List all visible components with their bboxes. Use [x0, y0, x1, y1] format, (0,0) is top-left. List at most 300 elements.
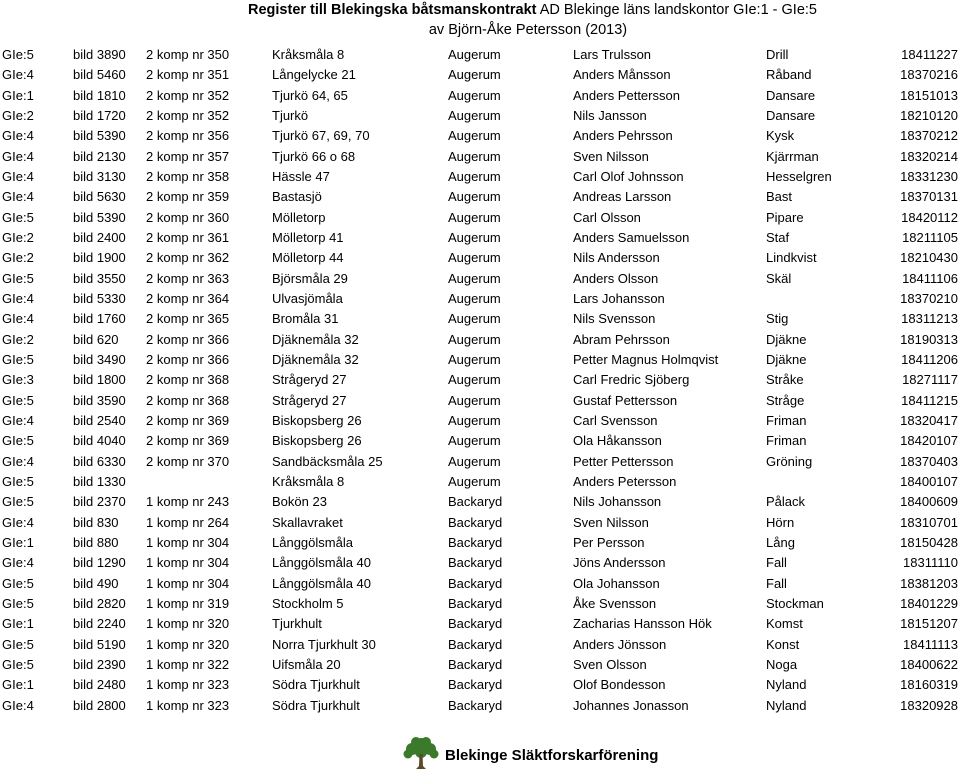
rote-cell: Strågeryd 27: [272, 372, 347, 388]
rote-cell: Tjurkö 64, 65: [272, 87, 348, 103]
rote-cell: Sandbäcksmåla 25: [272, 453, 383, 469]
arkiv-cell: GIe:4: [2, 413, 34, 429]
komp-cell: 1 komp nr 319: [146, 596, 230, 612]
datum-cell: 18320928: [900, 697, 958, 713]
namn-cell: Carl Fredric Sjöberg: [573, 372, 690, 388]
title-rest: AD Blekinge läns landskontor GIe:1 - GIe:5: [536, 2, 817, 18]
socken-cell: Augerum: [448, 474, 501, 490]
datum-cell: 18210430: [900, 250, 958, 266]
socken-cell: Backaryd: [448, 616, 503, 632]
batsmansnamn-cell: Djäkne: [766, 331, 807, 347]
bild-cell: bild 5390: [73, 128, 126, 144]
rote-cell: Stockholm 5: [272, 596, 344, 612]
komp-cell: 1 komp nr 304: [146, 555, 230, 571]
rote-cell: Södra Tjurkhult: [272, 697, 360, 713]
komp-cell: 1 komp nr 322: [146, 657, 230, 672]
bild-cell: bild 4040: [73, 433, 126, 449]
namn-cell: Sven Olsson: [573, 657, 647, 672]
rote-cell: Mölletorp 44: [272, 250, 344, 266]
bild-cell: bild 6330: [73, 453, 126, 469]
namn-cell: Per Persson: [573, 535, 645, 551]
bild-cell: bild 5630: [73, 189, 126, 205]
namn-cell: Anders Olsson: [573, 270, 659, 286]
rote-cell: Biskopsberg 26: [272, 433, 362, 449]
table-row: [0, 126, 960, 146]
bild-cell: bild 2540: [73, 413, 126, 429]
socken-cell: Augerum: [448, 209, 501, 225]
namn-cell: Anders Månsson: [573, 67, 671, 83]
rote-cell: Djäknemåla 32: [272, 331, 359, 347]
rote-cell: Kråksmåla 8: [272, 47, 345, 63]
datum-cell: 18370131: [900, 189, 958, 205]
datum-cell: 18311213: [901, 311, 958, 327]
datum-cell: 18381203: [900, 575, 958, 591]
rote-cell: Långgölsmåla 40: [272, 555, 372, 571]
namn-cell: Ola Johansson: [573, 575, 660, 591]
table-row: [0, 269, 960, 289]
komp-cell: 1 komp nr 323: [146, 677, 230, 693]
batsmansnamn-cell: Dansare: [766, 87, 816, 103]
batsmansnamn-cell: Kjärrman: [766, 148, 819, 164]
socken-cell: Backaryd: [448, 555, 503, 571]
komp-cell: 2 komp nr 369: [146, 413, 230, 429]
batsmansnamn-cell: Djäkne: [766, 352, 807, 368]
komp-cell: 2 komp nr 357: [146, 148, 230, 164]
komp-cell: 2 komp nr 363: [146, 270, 230, 286]
namn-cell: Nils Johansson: [573, 494, 662, 510]
namn-cell: Carl Olof Johnsson: [573, 169, 684, 185]
bild-cell: bild 1810: [73, 87, 126, 103]
bild-cell: bild 1800: [73, 372, 126, 388]
socken-cell: Augerum: [448, 270, 501, 286]
bild-cell: bild 5330: [73, 291, 126, 307]
batsmansnamn-cell: Staf: [766, 230, 790, 246]
arkiv-cell: GIe:2: [2, 250, 34, 266]
arkiv-cell: GIe:4: [2, 148, 34, 164]
socken-cell: Augerum: [448, 352, 501, 368]
arkiv-cell: GIe:1: [2, 87, 34, 103]
datum-cell: 18311110: [903, 555, 958, 571]
bild-cell: bild 830: [73, 514, 119, 530]
datum-cell: 18420112: [901, 209, 958, 225]
rote-cell: Bromåla 31: [272, 311, 339, 327]
batsmansnamn-cell: Stråke: [766, 372, 804, 388]
datum-cell: 18370212: [900, 128, 958, 144]
table-row: [0, 553, 960, 573]
rote-cell: Skallavraket: [272, 514, 343, 530]
arkiv-cell: GIe:4: [2, 291, 34, 307]
arkiv-cell: GIe:4: [2, 189, 34, 205]
table-row: [0, 431, 960, 451]
batsmansnamn-cell: Friman: [766, 433, 807, 449]
arkiv-cell: GIe:5: [2, 433, 34, 449]
bild-cell: bild 2390: [73, 657, 126, 672]
arkiv-cell: GIe:2: [2, 230, 34, 246]
batsmansnamn-cell: Bast: [766, 189, 793, 205]
page-header: [0, 0, 960, 44]
namn-cell: Nils Svensson: [573, 311, 656, 327]
arkiv-cell: GIe:5: [2, 474, 34, 490]
bild-cell: bild 3490: [73, 352, 126, 368]
table-row: [0, 45, 960, 65]
socken-cell: Augerum: [448, 189, 501, 205]
batsmansnamn-cell: Konst: [766, 636, 800, 652]
rote-cell: Bokön 23: [272, 494, 327, 510]
table-row: [0, 411, 960, 431]
namn-cell: Nils Jansson: [573, 108, 647, 124]
datum-cell: 18411215: [901, 392, 958, 408]
rote-cell: Djäknemåla 32: [272, 352, 359, 368]
datum-cell: 18331230: [900, 169, 958, 185]
batsmansnamn-cell: Fall: [766, 555, 787, 571]
table-row: [0, 452, 960, 472]
datum-cell: 18400609: [900, 494, 958, 510]
datum-cell: 18400622: [900, 657, 958, 672]
namn-cell: Lars Johansson: [573, 291, 665, 307]
table-row: [0, 614, 960, 634]
arkiv-cell: GIe:5: [2, 636, 34, 652]
datum-cell: 18370210: [900, 291, 958, 307]
batsmansnamn-cell: [766, 289, 882, 309]
komp-cell: 2 komp nr 369: [146, 433, 230, 449]
table-row: [0, 167, 960, 187]
bild-cell: bild 880: [73, 535, 119, 551]
table-row: [0, 492, 960, 512]
socken-cell: Augerum: [448, 230, 501, 246]
namn-cell: Olof Bondesson: [573, 677, 666, 693]
arkiv-cell: GIe:5: [2, 392, 34, 408]
table-row: [0, 330, 960, 350]
title-bold: Register till Blekingska båtsmanskontrakt: [248, 2, 537, 18]
table-row: [0, 106, 960, 126]
table-row: [0, 147, 960, 167]
batsmansnamn-cell: Gröning: [766, 453, 813, 469]
page-subtitle: av Björn-Åke Petersson (2013): [428, 22, 628, 38]
komp-cell: 2 komp nr 352: [146, 108, 230, 124]
table-row: [0, 309, 960, 329]
arkiv-cell: GIe:5: [2, 209, 34, 225]
datum-cell: 18320417: [900, 413, 958, 429]
komp-cell: 2 komp nr 366: [146, 352, 230, 368]
komp-cell: 2 komp nr 368: [146, 392, 230, 408]
rote-cell: Långgölsmåla: [272, 535, 353, 551]
bild-cell: bild 1760: [73, 311, 126, 327]
bild-cell: bild 3550: [73, 270, 126, 286]
socken-cell: Augerum: [448, 47, 501, 63]
datum-cell: 18370216: [900, 67, 958, 83]
komp-cell: 2 komp nr 366: [146, 331, 230, 347]
socken-cell: Backaryd: [448, 636, 503, 652]
arkiv-cell: GIe:4: [2, 128, 34, 144]
namn-cell: Gustaf Pettersson: [573, 392, 678, 408]
table-row: [0, 208, 960, 228]
rote-cell: Södra Tjurkhult: [272, 677, 360, 693]
datum-cell: 18310701: [900, 514, 958, 530]
rote-cell: Hässle 47: [272, 169, 330, 185]
namn-cell: Jöns Andersson: [573, 555, 666, 571]
namn-cell: Johannes Jonasson: [573, 697, 689, 713]
socken-cell: Augerum: [448, 169, 501, 185]
arkiv-cell: GIe:5: [2, 47, 34, 63]
batsmansnamn-cell: Dansare: [766, 108, 816, 124]
namn-cell: Åke Svensson: [573, 596, 657, 612]
namn-cell: Petter Pettersson: [573, 453, 674, 469]
komp-cell: 1 komp nr 243: [146, 494, 230, 510]
rote-cell: Mölletorp: [272, 209, 326, 225]
arkiv-cell: GIe:5: [2, 575, 34, 591]
bild-cell: bild 2480: [73, 677, 126, 693]
batsmansnamn-cell: Pipare: [766, 209, 804, 225]
table-row: [0, 655, 960, 675]
namn-cell: Anders Pettersson: [573, 87, 680, 103]
register-table: [0, 45, 960, 716]
socken-cell: Augerum: [448, 453, 501, 469]
socken-cell: Augerum: [448, 372, 501, 388]
arkiv-cell: GIe:1: [2, 535, 34, 551]
komp-cell: 2 komp nr 358: [146, 169, 230, 185]
rote-cell: Kråksmåla 8: [272, 474, 345, 490]
arkiv-cell: GIe:5: [2, 270, 34, 286]
socken-cell: Backaryd: [448, 535, 503, 551]
bild-cell: bild 5390: [73, 209, 126, 225]
bild-cell: bild 1720: [73, 108, 126, 124]
rote-cell: Långgölsmåla 40: [272, 575, 372, 591]
komp-cell: 2 komp nr 351: [146, 67, 230, 83]
batsmansnamn-cell: Komst: [766, 616, 803, 632]
arkiv-cell: GIe:4: [2, 514, 34, 530]
bild-cell: bild 3130: [73, 169, 126, 185]
batsmansnamn-cell: Hörn: [766, 514, 795, 530]
rote-cell: Tjurkö: [272, 108, 309, 124]
namn-cell: Sven Nilsson: [573, 148, 649, 164]
batsmansnamn-cell: Nyland: [766, 677, 807, 693]
page-footer: [0, 735, 960, 771]
bild-cell: bild 2400: [73, 230, 126, 246]
komp-cell: 2 komp nr 365: [146, 311, 230, 327]
arkiv-cell: GIe:5: [2, 352, 34, 368]
bild-cell: bild 5460: [73, 67, 126, 83]
namn-cell: Andreas Larsson: [573, 189, 672, 205]
arkiv-cell: GIe:4: [2, 555, 34, 571]
batsmansnamn-cell: Friman: [766, 413, 807, 429]
komp-cell: 1 komp nr 304: [146, 575, 230, 591]
bild-cell: bild 1900: [73, 250, 126, 266]
bild-cell: bild 5190: [73, 636, 126, 652]
table-row: [0, 187, 960, 207]
komp-cell: 2 komp nr 360: [146, 209, 230, 225]
komp-cell: 1 komp nr 320: [146, 616, 230, 632]
batsmansnamn-cell: Lång: [766, 535, 795, 551]
datum-cell: 18150428: [900, 535, 958, 551]
namn-cell: Nils Andersson: [573, 250, 660, 266]
table-row: [0, 533, 960, 553]
namn-cell: Lars Trulsson: [573, 47, 652, 63]
rote-cell: Mölletorp 41: [272, 230, 344, 246]
komp-cell: 2 komp nr 362: [146, 250, 230, 266]
batsmansnamn-cell: Lindkvist: [766, 250, 817, 266]
arkiv-cell: GIe:1: [2, 677, 34, 693]
namn-cell: Zacharias Hansson Hök: [573, 616, 712, 632]
bild-cell: bild 2370: [73, 494, 126, 510]
bild-cell: bild 1330: [73, 474, 126, 490]
rote-cell: Uifsmåla 20: [272, 657, 341, 672]
arkiv-cell: GIe:5: [2, 596, 34, 612]
socken-cell: Augerum: [448, 392, 501, 408]
komp-cell: 2 komp nr 350: [146, 47, 230, 63]
namn-cell: Anders Pehrsson: [573, 128, 673, 144]
komp-cell: 1 komp nr 323: [146, 697, 230, 713]
batsmansnamn-cell: Hesselgren: [766, 169, 832, 185]
table-row: [0, 513, 960, 533]
arkiv-cell: GIe:2: [2, 108, 34, 124]
table-row: [0, 391, 960, 411]
socken-cell: Augerum: [448, 128, 501, 144]
batsmansnamn-cell: Fall: [766, 575, 787, 591]
arkiv-cell: GIe:4: [2, 67, 34, 83]
komp-cell: 2 komp nr 361: [146, 230, 230, 246]
bild-cell: bild 490: [73, 575, 119, 591]
komp-cell: 1 komp nr 264: [146, 514, 230, 530]
batsmansnamn-cell: Stråge: [766, 392, 805, 408]
batsmansnamn-cell: Stockman: [766, 596, 824, 612]
socken-cell: Augerum: [448, 311, 501, 327]
socken-cell: Backaryd: [448, 697, 503, 713]
table-row: [0, 635, 960, 655]
batsmansnamn-cell: Stig: [766, 311, 789, 327]
komp-cell: 2 komp nr 352: [146, 87, 230, 103]
datum-cell: 18411227: [901, 47, 958, 63]
socken-cell: Backaryd: [448, 657, 503, 672]
bild-cell: bild 1290: [73, 555, 126, 571]
datum-cell: 18420107: [900, 433, 958, 449]
table-row: [0, 574, 960, 594]
table-row: [0, 289, 960, 309]
arkiv-cell: GIe:5: [2, 657, 34, 672]
batsmansnamn-cell: [766, 472, 882, 492]
batsmansnamn-cell: Nyland: [766, 697, 807, 713]
namn-cell: Petter Magnus Holmqvist: [573, 352, 719, 368]
footer-org-name: Blekinge Släktforskarförening: [445, 747, 659, 764]
bild-cell: bild 2800: [73, 697, 126, 713]
arkiv-cell: GIe:4: [2, 311, 34, 327]
datum-cell: 18411106: [902, 270, 958, 286]
socken-cell: Backaryd: [448, 575, 503, 591]
bild-cell: bild 2240: [73, 616, 126, 632]
komp-cell: 2 komp nr 359: [146, 189, 230, 205]
datum-cell: 18151207: [900, 616, 958, 632]
rote-cell: Björsmåla 29: [272, 270, 348, 286]
arkiv-cell: GIe:2: [2, 331, 34, 347]
socken-cell: Augerum: [448, 67, 501, 83]
socken-cell: Augerum: [448, 148, 501, 164]
socken-cell: Augerum: [448, 250, 501, 266]
bild-cell: bild 2130: [73, 148, 126, 164]
namn-cell: Carl Svensson: [573, 413, 658, 429]
bild-cell: bild 620: [73, 331, 119, 347]
batsmansnamn-cell: Skäl: [766, 270, 792, 286]
namn-cell: Ola Håkansson: [573, 433, 662, 449]
table-row: [0, 65, 960, 85]
table-row: [0, 86, 960, 106]
bild-cell: bild 3890: [73, 47, 126, 63]
rote-cell: Tjurkhult: [272, 616, 322, 632]
datum-cell: 18151013: [900, 87, 958, 103]
arkiv-cell: GIe:4: [2, 697, 34, 713]
datum-cell: 18370403: [900, 453, 958, 469]
rote-cell: Tjurkö 66 o 68: [272, 148, 356, 164]
datum-cell: 18211105: [902, 230, 958, 246]
namn-cell: Anders Samuelsson: [573, 230, 690, 246]
rote-cell: Långelycke 21: [272, 67, 356, 83]
rote-cell: Bastasjö: [272, 189, 322, 205]
datum-cell: 18210120: [900, 108, 958, 124]
komp-cell: 2 komp nr 368: [146, 372, 230, 388]
namn-cell: Anders Petersson: [573, 474, 677, 490]
batsmansnamn-cell: Drill: [766, 47, 789, 63]
socken-cell: Augerum: [448, 108, 501, 124]
socken-cell: Augerum: [448, 331, 501, 347]
namn-cell: Carl Olsson: [573, 209, 641, 225]
komp-cell: 2 komp nr 364: [146, 291, 230, 307]
batsmansnamn-cell: Råband: [766, 67, 812, 83]
tree-logo-icon: [401, 736, 441, 770]
datum-cell: 18160319: [900, 677, 958, 693]
table-row: [0, 675, 960, 695]
komp-cell: 1 komp nr 304: [146, 535, 230, 551]
table-row: [0, 350, 960, 370]
datum-cell: 18411206: [901, 352, 958, 368]
batsmansnamn-cell: Kysk: [766, 128, 795, 144]
komp-cell: 1 komp nr 320: [146, 636, 230, 652]
komp-cell: 2 komp nr 370: [146, 453, 230, 469]
rote-cell: Tjurkö 67, 69, 70: [272, 128, 370, 144]
arkiv-cell: GIe:5: [2, 494, 34, 510]
socken-cell: Augerum: [448, 87, 501, 103]
arkiv-cell: GIe:1: [2, 616, 34, 632]
rote-cell: Norra Tjurkhult 30: [272, 636, 376, 652]
namn-cell: Anders Jönsson: [573, 636, 667, 652]
datum-cell: 18400107: [900, 474, 958, 490]
datum-cell: 18271117: [902, 372, 958, 388]
socken-cell: Augerum: [448, 433, 501, 449]
datum-cell: 18320214: [900, 148, 958, 164]
namn-cell: Sven Nilsson: [573, 514, 649, 530]
bild-cell: bild 3590: [73, 392, 126, 408]
batsmansnamn-cell: Noga: [766, 657, 798, 672]
table-row: [0, 696, 960, 716]
table-row: [0, 594, 960, 614]
bild-cell: bild 2820: [73, 596, 126, 612]
datum-cell: 18401229: [900, 596, 958, 612]
komp-cell: 2 komp nr 356: [146, 128, 230, 144]
datum-cell: 18411113: [903, 636, 958, 652]
datum-cell: 18190313: [900, 331, 958, 347]
table-row: [0, 228, 960, 248]
table-row: [0, 472, 960, 492]
socken-cell: Backaryd: [448, 596, 503, 612]
rote-cell: Ulvasjömåla: [272, 291, 343, 307]
komp-cell: [146, 472, 272, 492]
arkiv-cell: GIe:4: [2, 453, 34, 469]
namn-cell: Abram Pehrsson: [573, 331, 670, 347]
arkiv-cell: GIe:3: [2, 372, 34, 388]
table-row: [0, 370, 960, 390]
page-title: [248, 1, 817, 20]
socken-cell: Augerum: [448, 413, 501, 429]
table-row: [0, 248, 960, 268]
register-body: [0, 45, 960, 716]
socken-cell: Augerum: [448, 291, 501, 307]
